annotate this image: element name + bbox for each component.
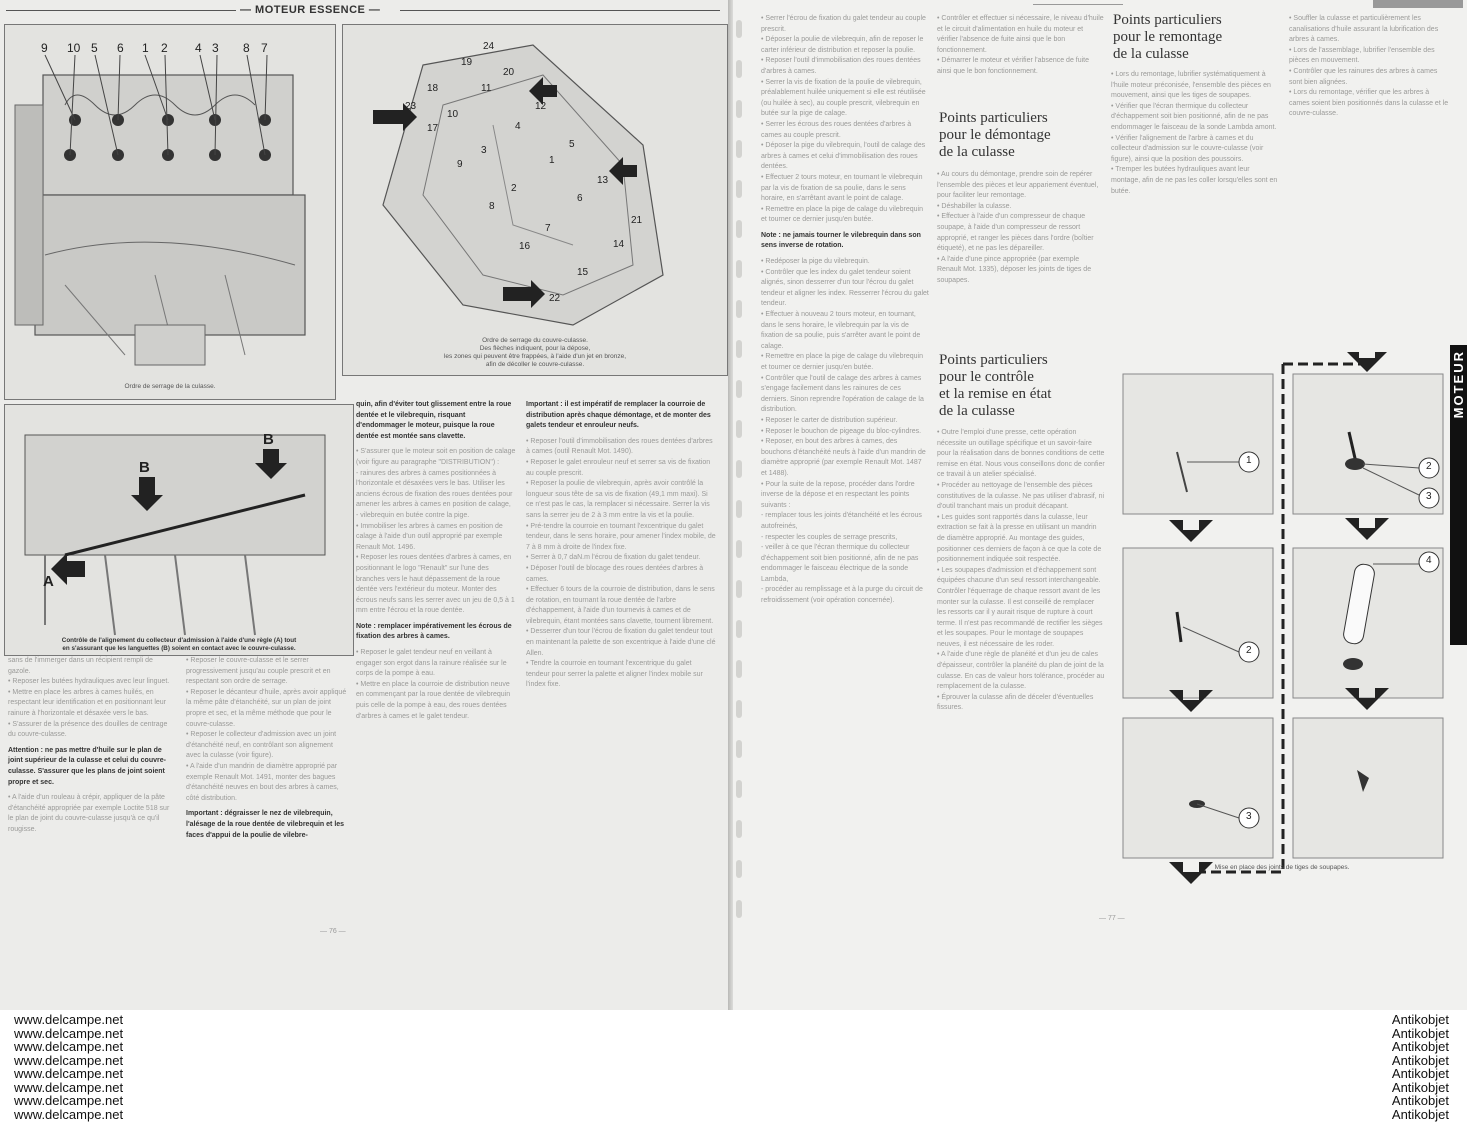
bolt-label: 22 (549, 293, 561, 304)
page-header: — MOTEUR ESSENCE — (240, 4, 381, 16)
figure-caption: Mise en place des joints de tiges de soupapes. (1214, 864, 1350, 871)
heading-line: pour le démontage (939, 127, 1051, 143)
bolt-label: 8 (243, 41, 250, 55)
watermark-line: www.delcampe.net (14, 1012, 124, 1027)
figure-caption (343, 337, 727, 369)
caption-line: Ordre de serrage du couvre-culasse. (482, 337, 588, 344)
bolt-label: 9 (457, 159, 463, 170)
bolt-label: 18 (427, 83, 439, 94)
bolt-label: 14 (613, 239, 625, 250)
cylinder-head-drawing (5, 25, 335, 399)
bolt-label: 8 (489, 201, 495, 212)
watermark-line: www.delcampe.net (14, 1079, 124, 1095)
watermark-line: www.delcampe.net (14, 1025, 124, 1041)
header-block (1373, 0, 1463, 8)
part-label-b: B (263, 431, 274, 448)
right-text-column-4: • Souffler la culasse et particulièrement les canalisations d'huile assurant la lubrification des arbres à cames. • Lors de l'assemblage, lubrifier l'ensemble des pièces en mouvement. • Contrôler que les rainures des arbres à cames sont bien alignées. • Lors du remontage, vérifier que les arbres à cames soient bien positionnés dans la culasse et le couvre-culasse. (1289, 15, 1449, 118)
heading-line: et la remise en état (939, 386, 1052, 402)
step-label: 3 (1426, 491, 1432, 502)
bolt-label: 21 (631, 215, 643, 226)
bolt-label: 16 (519, 241, 531, 252)
right-text-column-2b: • Au cours du démontage, prendre soin de repérer l'ensemble des pièces et leur appariement éventuel, pour faciliter leur remontage. • Déshabiller la culasse. • Effectuer à l'aide d'un compresseur de chaque soupape, à l'aide d'un compresseur de ressort approprié, et ranger les pièces dans l'ordre (boîtier étiqueté), et ne pas les dépareiller. • A l'aide d'une pince appropriée (par exemple Renault Mot. 1335), déposer les joints de tiges de soupapes. (937, 171, 1099, 284)
heading-line: de la culasse (1113, 46, 1189, 62)
bolt-label: 12 (535, 101, 547, 112)
heading-remontage (1113, 12, 1293, 63)
header-rule (1033, 4, 1123, 5)
text-column-3: quin, afin d'éviter tout glissement entre la roue dentée et le vilebrequin, risquant d'endommager le moteur, puisque la roue dentée est montée sans clavette. • S'assurer que le moteur soit en position de calage (voir figure au paragraphe "DISTRIBUTION") : - rainures des arbres à cames positionnées à l'horizontale et désaxées vers le bas. Utiliser les anciens écrous de fixation des roues dentées pour amener les arbres à cames en position de calage, - vilebrequin en butée contre la pige. • Immobiliser les arbres à cames en position de calage à l'aide d'un outil approprié par exemple Renault Mot. 1496. • Reposer les roues dentées d'arbres à cames, en positionnant le logo "Renault" sur l'une des branches vers le haut dépassement de la roue dentée vers l'extérieur du moteur. Monter des écrous neufs sans les serrer avec un jeu de 0,5 à 1 mm entre l'écrou et la roue dentée. Note : remplacer impérativement les écrous de fixation des arbres à cames. • Reposer le galet tendeur neuf en veillant à engager son ergot dans la rainure réalisée sur le corps de la pompe à eau. • Mettre en place la courroie de distribution neuve en commençant par la roue dentée de vilebrequin puis celle de la pompe à eau, des roues dentées d'arbres à cames et le galet tendeur. (356, 401, 516, 720)
watermark-line: Antikobjet (1391, 1093, 1449, 1108)
bolt-label: 4 (515, 121, 521, 132)
watermark-right (1392, 1013, 1449, 1121)
step-label: 1 (1246, 455, 1252, 466)
caption-line: Des flèches indiquent, pour la dépose, (479, 345, 591, 352)
note: Note : remplacer impérativement les écrous de fixation des arbres à cames. (356, 622, 512, 641)
figure-manifold (4, 404, 354, 656)
text-column-4: Important : il est impératif de remplacer la courroie de distribution après chaque démontage, et de monter des galets tendeur et enrouleur neufs. • Reposer l'outil d'immobilisation des roues dentées d'arbres à cames (outil Renault Mot. 1490). • Reposer le galet enrouleur neuf et serrer sa vis de fixation au couple prescrit. • Reposer la poulie de vilebrequin, après avoir contrôlé la longueur sous tête de sa vis de fixation (49,1 mm maxi). Si ce n'est pas le cas, la remplacer si nécessaire. Serrer la vis sans la serrer jeu de 2 à 3 mm entre la vis et la poulie. • Pré-tendre la courroie en tournant l'excentrique du galet tendeur, dans le sens horaire, pour amener l'index mobile, de 7 à 8 mm à droite de l'index fixe. • Serrer à 0,7 daN.m l'écrou de fixation du galet tendeur. • Déposer l'outil de blocage des roues dentées d'arbres à cames. • Effectuer 6 tours de la courroie de distribution, dans le sens de rotation, en tournant la roue dentée de l'arbre d'échappement, à l'aide d'un tournevis à cames et de vilebrequin, étant montées sans clavette, tournent librement. • Desserrer d'un tour l'écrou de fixation du galet tendeur tout en maintenant la palette de son excentrique à l'aide d'une clé Allen. • Tendre la courroie en tournant l'excentrique du galet tendeur pour serrer la palette et aligner l'index mobile sur l'index fixe. (526, 401, 716, 689)
bolt-label: 3 (212, 41, 219, 55)
step-label: 3 (1246, 811, 1252, 822)
heading-line: Points particuliers (939, 110, 1048, 126)
text-paragraph: Important : il est impératif de remplacer la courroie de distribution après chaque démontage, et de monter des galets tendeur et enrouleur neufs. (526, 401, 711, 430)
attention-note: Attention : ne pas mettre d'huile sur le plan de joint supérieur de la culasse et celui du couvre-culasse. S'assurer que les plans de joint soient propre et sec. (8, 746, 166, 786)
watermark-line: Antikobjet (1391, 1106, 1449, 1122)
bolt-label: 1 (549, 155, 555, 166)
section-tab-label: MOTEUR (1451, 350, 1466, 419)
watermark-line: Antikobjet (1391, 1012, 1449, 1027)
heading-line: de la culasse (939, 144, 1015, 160)
bolt-label: 6 (117, 41, 124, 55)
bolt-label: 17 (427, 123, 439, 134)
bolt-label: 6 (577, 193, 583, 204)
page-number: — 76 — (320, 928, 346, 935)
bolt-label: 7 (261, 41, 268, 55)
right-page (733, 0, 1467, 1010)
bolt-label: 15 (577, 267, 589, 278)
step-label: 2 (1426, 461, 1432, 472)
watermark-line: www.delcampe.net (14, 1039, 124, 1054)
heading-line: pour le contrôle (939, 369, 1034, 385)
right-text-column-2: • Contrôler et effectuer si nécessaire, le niveau d'huile et le circuit d'alimentation en huile du moteur et vérifier l'absence de fuite ainsi que le bon fonctionnement. • Démarrer le moteur et vérifier l'absence de fuite ainsi que le bon fonctionnement. (937, 15, 1104, 75)
watermark-line: www.delcampe.net (14, 1093, 124, 1108)
watermark-left (14, 1013, 123, 1121)
figure-cylinder-head (4, 24, 336, 400)
bolt-label: 10 (447, 109, 459, 120)
important-note: Important : dégraisser le nez de vilebrequin, l'alésage de la roue dentée de vilebrequin et les faces d'appui de la poulie de vilebre- (186, 810, 345, 839)
caption-line: afin de décoller le couvre-culasse. (485, 361, 585, 368)
step-label: 2 (1246, 645, 1252, 656)
figure-caption (6, 637, 352, 653)
manifold-drawing (5, 405, 353, 655)
cover-drawing (343, 25, 727, 375)
figure-valve-seals (1117, 352, 1447, 912)
caption-line: en s'assurant que les languettes (B) soient en contact avec le couvre-culasse. (62, 645, 296, 652)
text-column-1: sans de l'immerger dans un récipient rempli de gazole. • Reposer les butées hydrauliques avec leur linguet. • Mettre en place les arbres à cames huilés, en respectant leur identification et en positionnant leur rainure à l'horizontale et désaxée vers le bas. • S'assurer de la présence des douilles de centrage du couvre-culasse. Attention : ne pas mettre d'huile sur le plan de joint supérieur de la culasse et celui du couvre-culasse. S'assurer que les plans de joint soient propre et sec. • A l'aide d'un rouleau à crépir, appliquer de la pâte d'étanchéité appropriée par exemple Loctite 518 sur le plan de joint du couvre-culasse jusqu'à ce qu'il rougisse. (8, 656, 174, 841)
heading-line: Points particuliers (1113, 12, 1222, 28)
part-label-a: A (43, 573, 54, 590)
bolt-label: 2 (161, 41, 168, 55)
bolt-label: 4 (195, 41, 202, 55)
watermark-line: Antikobjet (1391, 1052, 1449, 1068)
heading-line: Points particuliers (939, 352, 1048, 368)
bolt-label: 1 (142, 41, 149, 55)
bolt-label: 23 (405, 101, 417, 112)
header-rule-left (6, 10, 236, 11)
right-text-column-1: • Serrer l'écrou de fixation du galet tendeur au couple prescrit. • Déposer la poulie de vilebrequin, afin de reposer le carter inférieur de distribution et reposer la poulie. • Reposer l'outil d'immobilisation des roues dentées d'arbres à cames. • Serrer la vis de fixation de la poulie de vilebrequin, préalablement huilée uniquement si elle est réutilisée (ou huilée à sec), au couple prescrit, vilebrequin en butée sur la pige de calage. • Serrer les écrous des roues dentées d'arbres à cames au couple prescrit. • Déposer la pige du vilebrequin, l'outil de calage des arbres à cames et celui d'immobilisation des roues dentées. • Effectuer 2 tours moteur, en tournant le vilebrequin par la vis de fixation de sa poulie, dans le sens horaire, en s'arrêtant avant le point de calage. • Remettre en place la pige de calage du vilebrequin et tourner ce dernier jusqu'en butée. Note : ne jamais tourner le vilebrequin dans son sens inverse de rotation. • Redéposer la pige du vilebrequin. • Contrôler que les index du galet tendeur soient alignés, sinon desserrer d'un tour l'écrou du galet tendeur et aligner les index. Resserrer l'écrou du galet tendeur. • Effectuer à nouveau 2 tours moteur, en tournant, dans le sens horaire, le vilebrequin par la vis de fixation de sa poulie, puis s'arrêter avant le point de calage. • Remettre en place la pige de calage du vilebrequin et tourner ce dernier jusqu'en butée. • Contrôler que l'outil de calage des arbres à cames s'engage facilement dans les rainures de ces derniers. Sinon reprendre l'opération de calage de la distribution. • Reposer le carter de distribution supérieur. • Reposer le bouchon de pigeage du bloc-cylindres. • Reposer, en bout des arbres à cames, des bouchons d'étanchéité neufs à l'aide d'un mandrin de diamètre approprié (par exemple Renault Mot. 1487 et 1488). • Pour la suite de la repose, procéder dans l'ordre inverse de la dépose et en respectant les points suivants : - remplacer tous les joints d'étanchéité et les écrous autofreinés, - respecter les couples de serrage prescrits, - veiller à ce que l'écran thermique du collecteur d'échappement soit bien positionné, afin de ne pas endommager le faisceau électrique de la sonde Lambda, - procéder au remplissage et à la purge du circuit de refroidissement (voir opération concernée). (761, 15, 929, 605)
watermark-line: Antikobjet (1391, 1025, 1449, 1041)
heading-controle (939, 352, 1107, 420)
part-label-b: B (139, 459, 150, 476)
watermark-line: www.delcampe.net (14, 1052, 124, 1068)
bolt-label: 20 (503, 67, 515, 78)
text-paragraph: quin, afin d'éviter tout glissement entre la roue dentée et le vilebrequin, risquant d'endommager le moteur, puisque la roue dentée est montée sans clavette. (356, 401, 512, 440)
bolt-label: 19 (461, 57, 473, 68)
text-column-2-lower: • Reposer le couvre-culasse et le serrer progressivement jusqu'au couple prescrit et en respectant son ordre de serrage. • Reposer le décanteur d'huile, après avoir appliqué la même pâte d'étanchéité, sur un plan de joint propre et sec, et la même méthode que pour le couvre-culasse. • Reposer le collecteur d'admission avec un joint d'étanchéité neuf, en contrôlant son alignement avec la culasse (voir figure). • A l'aide d'un mandrin de diamètre approprié par exemple Renault Mot. 1491, monter des bagues d'étanchéité neuves en bout des arbres à cames, côté distribution. Important : dégraisser le nez de vilebrequin, l'alésage de la roue dentée de vilebrequin et les faces d'appui de la poulie de vilebre- (186, 656, 348, 846)
bolt-label: 5 (569, 139, 575, 150)
bolt-label: 11 (481, 83, 492, 94)
binding-holes (736, 20, 744, 970)
bolt-label: 7 (545, 223, 551, 234)
valve-seals-drawing (1117, 352, 1447, 912)
bolt-label: 24 (483, 41, 495, 52)
left-page (0, 0, 728, 1010)
caption-line: Contrôle de l'alignement du collecteur d'admission à l'aide d'une règle (A) tout (61, 637, 297, 644)
figure-cover (342, 24, 728, 376)
header-rule-right (400, 10, 720, 11)
right-text-column-3: • Lors du remontage, lubrifier systématiquement à l'huile moteur préconisée, l'ensemble des pièces en mouvement, ainsi que les tiges de soupapes. • Vérifier que l'écran thermique du collecteur d'échappement soit bien positionné, afin de ne pas endommager le faisceau de la sonde Lambda amont. • Vérifier l'alignement de l'arbre à cames et du collecteur d'admission sur le couvre-culasse (voir figure), ainsi que la position des poussoirs. • Tremper les butées hydrauliques avant leur montage, afin de ne pas les coller lorsqu'elles sont en butée. (1111, 71, 1278, 195)
watermark-line: Antikobjet (1391, 1066, 1449, 1081)
heading-line: pour le remontage (1113, 29, 1223, 45)
watermark-line: www.delcampe.net (14, 1066, 124, 1081)
step-label: 4 (1426, 555, 1432, 566)
note: Note : ne jamais tourner le vilebrequin dans son sens inverse de rotation. (761, 231, 921, 250)
bolt-label: 5 (91, 41, 98, 55)
bolt-label: 2 (511, 183, 517, 194)
bolt-label: 10 (67, 41, 81, 55)
bolt-label: 13 (597, 175, 609, 186)
bolt-label: 9 (41, 41, 48, 55)
figure-caption: Ordre de serrage de la culasse. (124, 383, 216, 390)
bolt-label: 3 (481, 145, 487, 156)
heading-line: de la culasse (939, 403, 1015, 419)
right-text-column-2c: • Outre l'emploi d'une presse, cette opération nécessite un outillage spécifique et un savoir-faire pour la réalisation dans de bonnes conditions de cette remise en état. Nous vous conseillons donc de confier ce travail à un atelier spécialisé. • Procéder au nettoyage de l'ensemble des pièces constitutives de la culasse. Ne pas utiliser d'abrasif, ni d'outil tranchant mais un produit décapant. • Les guides sont rapportés dans la culasse, leur extraction se fait à la presse en utilisant un mandrin de diamètre approprié. Au montage des guides, positionner ces derniers de façon à ce que la cote de positionnement indiquée soit respectée. • Les soupapes d'admission et d'échappement sont équipées chacune d'un seul ressort interchangeable. Contrôler l'équerrage de chaque ressort avant de les monter sur la culasse. Il est conseillé de remplacer les ressorts car il y aurait risque de rupture à court terme. Il n'est pas recommandé de rectifier les sièges et les soupapes. Pour le montage de soupapes neuves, il est nécessaire de les roder. • A l'aide d'une règle de planéité et d'un jeu de cales d'épaisseur, contrôler la planéité du plan de joint de la culasse. En cas de valeur hors tolérance, procéder au remplacement de la culasse. • Éprouver la culasse afin de déceler d'éventuelles fissures. (937, 429, 1105, 712)
watermark-line: www.delcampe.net (14, 1106, 124, 1122)
heading-demontage (939, 110, 1107, 161)
page-number: — 77 — (1099, 915, 1125, 922)
watermark-line: Antikobjet (1391, 1039, 1449, 1054)
watermark-line: Antikobjet (1391, 1079, 1449, 1095)
caption-line: les zones qui peuvent être frappées, à l'aide d'un jet en bronze, (443, 353, 627, 360)
